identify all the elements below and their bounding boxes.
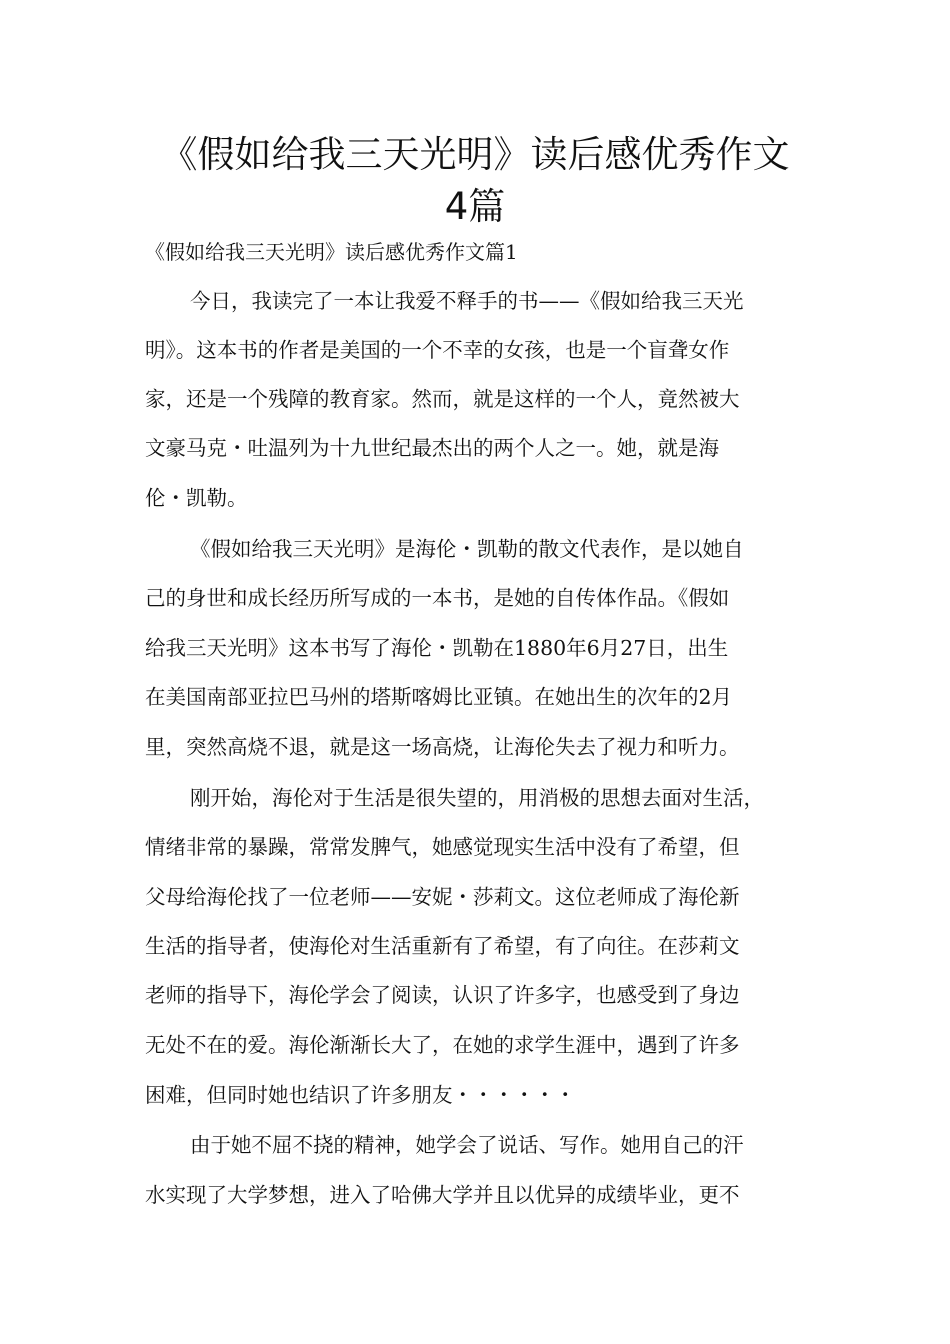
paragraph-2-line-5: 里，突然高烧不退，就是这一场高烧，让海伦失去了视力和听力。	[145, 735, 740, 759]
document-title-line-2: 4篇	[444, 185, 506, 228]
paragraph-2-line-4: 在美国南部亚拉巴马州的塔斯喀姆比亚镇。在她出生的次年的2月	[145, 685, 733, 709]
paragraph-1-line-4: 文豪马克・吐温列为十九世纪最杰出的两个人之一。她，就是海	[145, 436, 719, 460]
document-title-line-1: 《假如给我三天光明》读后感优秀作文	[160, 133, 790, 176]
paragraph-3-line-6: 无处不在的爱。海伦渐渐长大了，在她的求学生涯中，遇到了许多	[145, 1033, 740, 1057]
paragraph-4-line-1: 由于她不屈不挠的精神，她学会了说话、写作。她用自己的汗	[190, 1133, 744, 1157]
paragraph-1-line-1: 今日，我读完了一本让我爱不释手的书——《假如给我三天光	[190, 289, 744, 313]
paragraph-3-line-7: 困难，但同时她也结识了许多朋友・・・・・・	[145, 1083, 576, 1107]
paragraph-2-line-1: 《假如给我三天光明》是海伦・凯勒的散文代表作，是以她自	[190, 537, 744, 561]
paragraph-3-line-4: 生活的指导者，使海伦对生活重新有了希望，有了向往。在莎莉文	[145, 934, 740, 958]
paragraph-2-line-3: 给我三天光明》这本书写了海伦・凯勒在1880年6月27日，出生	[145, 636, 729, 660]
paragraph-3-line-1: 刚开始，海伦对于生活是很失望的，用消极的思想去面对生活，	[190, 786, 764, 810]
paragraph-3-line-3: 父母给海伦找了一位老师——安妮・莎莉文。这位老师成了海伦新	[145, 885, 740, 909]
essay-heading: 《假如给我三天光明》读后感优秀作文篇1	[145, 240, 518, 264]
paragraph-3-line-2: 情绪非常的暴躁，常常发脾气，她感觉现实生活中没有了希望，但	[145, 835, 740, 859]
paragraph-1-line-5: 伦・凯勒。	[145, 486, 248, 510]
paragraph-4-line-2: 水实现了大学梦想，进入了哈佛大学并且以优异的成绩毕业，更不	[145, 1183, 740, 1207]
paragraph-1-line-3: 家，还是一个残障的教育家。然而，就是这样的一个人，竟然被大	[145, 387, 740, 411]
paragraph-1-line-2: 明》。这本书的作者是美国的一个不幸的女孩，也是一个盲聋女作	[145, 338, 730, 362]
paragraph-2-line-2: 己的身世和成长经历所写成的一本书，是她的自传体作品。《假如	[145, 586, 730, 610]
paragraph-3-line-5: 老师的指导下，海伦学会了阅读，认识了许多字，也感受到了身边	[145, 983, 740, 1007]
